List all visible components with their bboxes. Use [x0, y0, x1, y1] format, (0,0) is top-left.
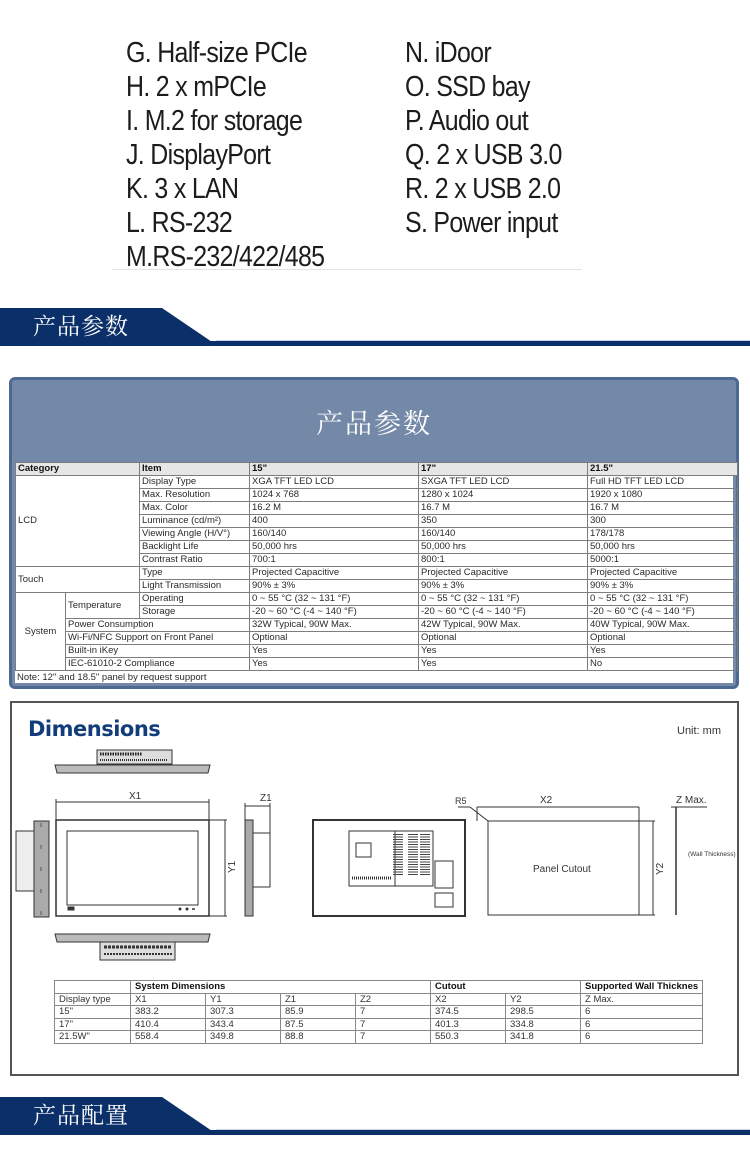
section-title: 产品参数 — [33, 314, 129, 340]
value-17: -20 ~ 60 °C (-4 ~ 140 °F) — [419, 606, 588, 619]
value-21: 300 — [588, 515, 738, 528]
port-item: H. 2 x mPCIe — [126, 71, 267, 103]
cell: 343.4 — [206, 1018, 281, 1031]
value-21: 40W Typical, 90W Max. — [588, 619, 738, 632]
label-zmax: Z Max. — [676, 795, 707, 806]
section-header-config — [0, 1097, 750, 1135]
value-15: -20 ~ 60 °C (-4 ~ 140 °F) — [250, 606, 419, 619]
port-item: Q. 2 x USB 3.0 — [405, 139, 562, 171]
cell: 7 — [356, 1031, 431, 1044]
item-cell: Luminance (cd/m²) — [140, 515, 250, 528]
spec-note: Note: 12" and 18.5" panel by request support — [17, 672, 207, 683]
label-x2: X2 — [540, 795, 553, 806]
cell: 334.8 — [506, 1018, 581, 1031]
cell: 7 — [356, 1018, 431, 1031]
value-21: Full HD TFT LED LCD — [588, 476, 738, 489]
header-underline-highlight — [216, 340, 750, 341]
item-cell: Contrast Ratio — [140, 554, 250, 567]
item-cell: Type — [140, 567, 250, 580]
table-row — [16, 593, 738, 606]
item-cell: Wi-Fi/NFC Support on Front Panel — [66, 632, 250, 645]
item-cell: Backlight Life — [140, 541, 250, 554]
front-view-drawing — [56, 799, 227, 916]
value-17: Yes — [419, 645, 588, 658]
cell: 383.2 — [131, 1006, 206, 1019]
value-17: Optional — [419, 632, 588, 645]
table-row — [16, 476, 738, 489]
dimensions-table — [54, 980, 703, 1044]
label-wall-thickness: (Wall Thickness) — [688, 851, 736, 858]
cell: 6 — [581, 1006, 703, 1019]
value-15: 400 — [250, 515, 419, 528]
cell: 85.9 — [281, 1006, 356, 1019]
label-y1: Y1 — [227, 860, 238, 873]
port-item: S. Power input — [405, 207, 558, 239]
value-17: Projected Capacitive — [419, 567, 588, 580]
cell: 6 — [581, 1018, 703, 1031]
value-17: 160/140 — [419, 528, 588, 541]
value-15: Yes — [250, 645, 419, 658]
cell: 307.3 — [206, 1006, 281, 1019]
value-15: 16.2 M — [250, 502, 419, 515]
top-view-drawing — [55, 750, 210, 773]
item-cell: Viewing Angle (H/V°) — [140, 528, 250, 541]
column-header: Y1 — [206, 993, 281, 1006]
bottom-view-drawing — [55, 934, 210, 960]
value-17: 42W Typical, 90W Max. — [419, 619, 588, 632]
value-15: 50,000 hrs — [250, 541, 419, 554]
header-15: 15" — [250, 463, 419, 476]
item-cell: Storage — [140, 606, 250, 619]
item-cell: Display Type — [140, 476, 250, 489]
header-underline-highlight — [216, 1129, 750, 1130]
cell: 88.8 — [281, 1031, 356, 1044]
value-21: 50,000 hrs — [588, 541, 738, 554]
value-15: Optional — [250, 632, 419, 645]
dimensions-title: Dimensions — [28, 717, 161, 741]
header-item: Item — [140, 463, 250, 476]
category-system: System — [16, 593, 66, 671]
value-21: No — [588, 658, 738, 671]
port-item: I. M.2 for storage — [126, 105, 303, 137]
cell: 87.5 — [281, 1018, 356, 1031]
value-15: XGA TFT LED LCD — [250, 476, 419, 489]
label-x1: X1 — [129, 791, 142, 802]
value-17: 350 — [419, 515, 588, 528]
cell: 374.5 — [431, 1006, 506, 1019]
column-header: Z2 — [356, 993, 431, 1006]
item-cell: Operating — [140, 593, 250, 606]
dimensions-panel — [10, 701, 739, 1076]
table-row — [16, 619, 738, 632]
cell: 349.8 — [206, 1031, 281, 1044]
value-15: 32W Typical, 90W Max. — [250, 619, 419, 632]
unit-label: Unit: mm — [677, 725, 721, 737]
column-header: Y2 — [506, 993, 581, 1006]
spec-panel — [9, 377, 739, 689]
value-21: Optional — [588, 632, 738, 645]
value-17: SXGA TFT LED LCD — [419, 476, 588, 489]
item-cell: Max. Resolution — [140, 489, 250, 502]
value-21: 5000:1 — [588, 554, 738, 567]
port-list-right — [405, 36, 587, 240]
cell: 6 — [581, 1031, 703, 1044]
cell: 21.5W" — [55, 1031, 131, 1044]
port-item: K. 3 x LAN — [126, 173, 239, 205]
dims-column-header-row — [55, 993, 703, 1006]
value-17: 1280 x 1024 — [419, 489, 588, 502]
value-15: 1024 x 768 — [250, 489, 419, 502]
group-header-empty — [55, 981, 131, 994]
value-21: 178/178 — [588, 528, 738, 541]
table-row — [16, 632, 738, 645]
cell: 15" — [55, 1006, 131, 1019]
dims-group-header-row — [55, 981, 703, 994]
category-touch: Touch — [16, 567, 140, 593]
table-row — [55, 1018, 703, 1031]
panel-cutout-drawing — [458, 807, 707, 915]
port-item: G. Half-size PCIe — [126, 37, 307, 69]
value-17: 0 ~ 55 °C (32 ~ 131 °F) — [419, 593, 588, 606]
value-15: Yes — [250, 658, 419, 671]
table-row — [55, 1031, 703, 1044]
table-row — [16, 567, 738, 580]
port-item: L. RS-232 — [126, 207, 233, 239]
value-21: 1920 x 1080 — [588, 489, 738, 502]
label-y2: Y2 — [655, 862, 666, 875]
column-header: Display type — [55, 993, 131, 1006]
value-21: -20 ~ 60 °C (-4 ~ 140 °F) — [588, 606, 738, 619]
value-15: Projected Capacitive — [250, 567, 419, 580]
value-21: 0 ~ 55 °C (32 ~ 131 °F) — [588, 593, 738, 606]
cell: 341.8 — [506, 1031, 581, 1044]
value-17: 50,000 hrs — [419, 541, 588, 554]
port-item: J. DisplayPort — [126, 139, 271, 171]
table-row — [55, 1006, 703, 1019]
value-21: Yes — [588, 645, 738, 658]
port-item: R. 2 x USB 2.0 — [405, 173, 561, 205]
spec-table-container — [15, 462, 733, 683]
value-21: 16.7 M — [588, 502, 738, 515]
table-row — [16, 645, 738, 658]
item-cell: Built-in iKey — [66, 645, 250, 658]
port-item: O. SSD bay — [405, 71, 530, 103]
group-header-wall: Supported Wall Thicknes — [581, 981, 703, 994]
value-17: 90% ± 3% — [419, 580, 588, 593]
spec-table — [15, 462, 738, 671]
column-header: X2 — [431, 993, 506, 1006]
header-category: Category — [16, 463, 140, 476]
label-panel-cutout: Panel Cutout — [533, 864, 591, 875]
item-cell: IEC-61010-2 Compliance — [66, 658, 250, 671]
cell: 550.3 — [431, 1031, 506, 1044]
column-header: Z Max. — [581, 993, 703, 1006]
label-z1: Z1 — [260, 793, 272, 804]
port-item: M.RS-232/422/485 — [126, 241, 325, 273]
column-header: Z1 — [281, 993, 356, 1006]
category-lcd: LCD — [16, 476, 140, 567]
column-header: X1 — [131, 993, 206, 1006]
header-21: 21.5" — [588, 463, 738, 476]
cell: 401.3 — [431, 1018, 506, 1031]
port-list-left — [126, 36, 357, 274]
value-15: 700:1 — [250, 554, 419, 567]
spec-panel-title: 产品参数 — [316, 409, 432, 440]
spec-header-row — [16, 463, 738, 476]
item-cell: Max. Color — [140, 502, 250, 515]
item-cell: Light Transmission — [140, 580, 250, 593]
group-header-system: System Dimensions — [131, 981, 431, 994]
value-21: Projected Capacitive — [588, 567, 738, 580]
value-17: Yes — [419, 658, 588, 671]
value-21: 90% ± 3% — [588, 580, 738, 593]
dimension-drawing — [12, 703, 741, 978]
value-15: 90% ± 3% — [250, 580, 419, 593]
port-item: P. Audio out — [405, 105, 529, 137]
value-15: 0 ~ 55 °C (32 ~ 131 °F) — [250, 593, 419, 606]
right-side-view — [245, 803, 270, 916]
table-row — [16, 658, 738, 671]
header-17: 17" — [419, 463, 588, 476]
back-view-drawing — [313, 820, 465, 916]
value-17: 800:1 — [419, 554, 588, 567]
left-side-view — [16, 821, 49, 917]
group-header-cutout: Cutout — [431, 981, 581, 994]
section-title: 产品配置 — [33, 1103, 129, 1129]
item-cell: Power Consumption — [66, 619, 250, 632]
io-port-list — [112, 30, 582, 273]
cell: 7 — [356, 1006, 431, 1019]
section-header-params — [0, 308, 750, 346]
cell: 558.4 — [131, 1031, 206, 1044]
port-item: N. iDoor — [405, 37, 491, 69]
cell: 17" — [55, 1018, 131, 1031]
subcategory-temperature: Temperature — [66, 593, 140, 619]
cell: 410.4 — [131, 1018, 206, 1031]
cell: 298.5 — [506, 1006, 581, 1019]
label-r5: R5 — [455, 796, 467, 806]
value-15: 160/140 — [250, 528, 419, 541]
value-17: 16.7 M — [419, 502, 588, 515]
